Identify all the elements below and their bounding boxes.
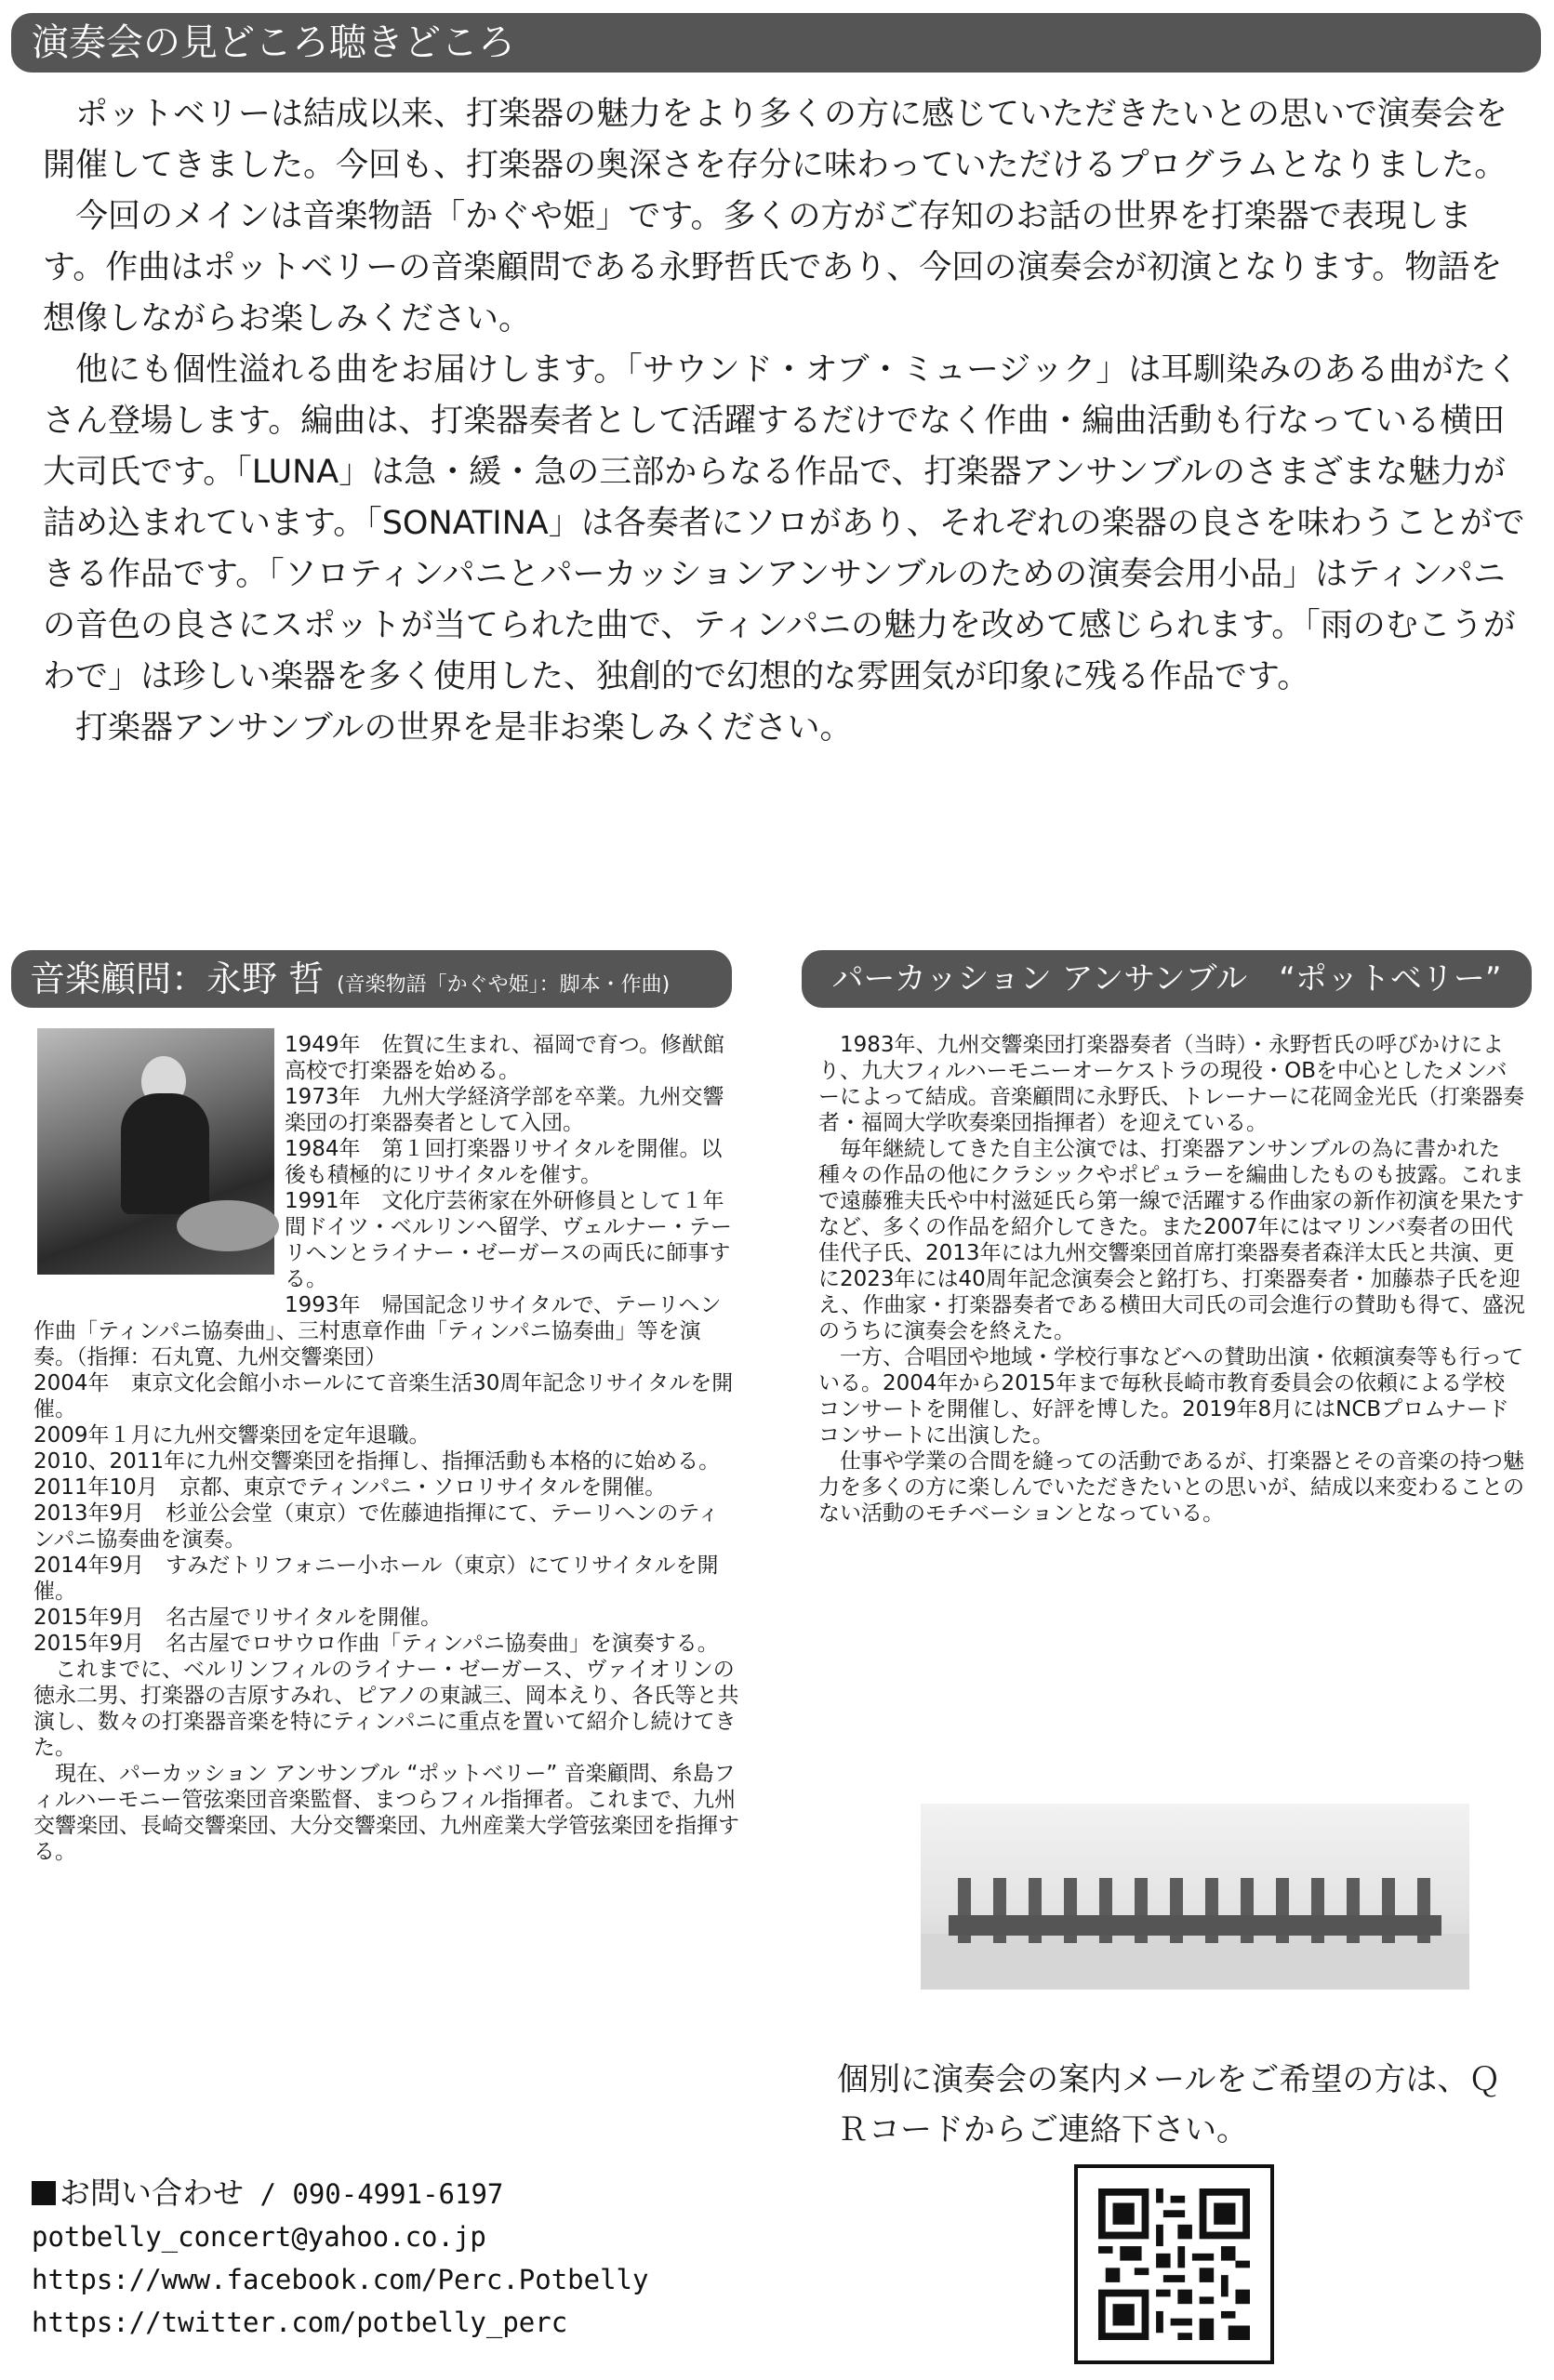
intro-paragraph: 打楽器アンサンブルの世界を是非お楽しみください。 [75,709,853,747]
ensemble-photo [921,1804,1469,1990]
advisor-heading [11,950,732,1008]
intro-paragraph: 今回のメインは音楽物語「かぐや姫」です。多くの方がご存知のお話の世界を打楽器で表現します。作曲はポットベリーの音楽顧問である永野哲氏であり、今回の演奏会が初演となります。物語を想像しながらお楽しみください。 [43,198,1503,337]
contact-label: お問い合わせ [60,2175,244,2211]
qr-code[interactable] [1074,2164,1274,2364]
bio-entry: 2009年１月に九州交響楽団を定年退職。 [33,1423,431,1448]
bio-paragraph: これまでに、ベルリンフィルのライナー・ゼーガース、ヴァイオリンの徳永二男、打楽器の吉原すみれ、ピアノの東誠三、岡本えり、各氏等と共演し、数々の打楽器音楽を特にティンパニに重点を置いて紹介し続けてきた。 [33,1658,739,1760]
bio-entry: 1973年 九州大学経済学部を卒業。九州交響楽団の打楽器奏者として入団。 [285,1085,724,1135]
intro-paragraph: ポットベリーは結成以来、打楽器の魅力をより多くの方に感じていただきたいとの思いで演奏会を開催してきました。今回も、打楽器の奥深さを存分に味わっていただけるプログラムとなりました。 [43,96,1508,184]
bio-entry: 2014年9月 すみだトリフォニー小ホール（東京）にてリサイタルを開催。 [33,1554,719,1604]
bio-entry: 1991年 文化庁芸術家在外研修員として１年間ドイツ・ベルリンへ留学、ヴェルナー・テーリヘンとライナー・ゼーガースの両氏に師事する。 [285,1189,732,1291]
ensemble-paragraph: 1983年、九州交響楽団打楽器奏者（当時）・永野哲氏の呼びかけにより、九大フィルハーモニーオーケストラの現役・OBを中心としたメンバーによって結成。音楽顧問に永野氏、トレーナーに花岡金光氏（打楽器奏者・福岡大学吹奏楽団指揮者）を迎えている。 [818,1033,1524,1135]
bio-entry: 2015年9月 名古屋でリサイタルを開催。 [33,1606,443,1630]
photo-instruments [949,1915,1441,1936]
bio-entry: 2011年10月 京都、東京でティンパニ・ソロリサイタルを開催。 [33,1475,667,1500]
advisor-heading-title: 音楽顧問：永野 哲 [30,959,325,999]
bio-entry: 1949年 佐賀に生まれ、福岡で育つ。修猷館高校で打楽器を始める。 [285,1033,724,1083]
ensemble-paragraph: 一方、合唱団や地域・学校行事などへの賛助出演・依頼演奏等も行っている。2004年から2015年まで毎秋長崎市教育委員会の依頼による学校コンサートを開催し、好評を博した。2019年8月にはNCBプロムナードコンサートに出演した。 [818,1345,1524,1448]
intro-paragraph: 他にも個性溢れる曲をお届けします。「サウンド・オブ・ミュージック」は耳馴染みのある曲がたくさん登場します。編曲は、打楽器奏者として活躍するだけでなく作曲・編曲活動も行なっている横田大司氏です。「LUNA」は急・緩・急の三部からなる作品で、打楽器アンサンブルのさまざまな魅力が詰め込まれています。「SONATINA」は各奏者にソロがあり、それぞれの楽器の良さを味わうことができる作品です。「ソロティンパニとパーカッションアンサンブルのための演奏会用小品」はティンパニの音色の良さにスポットが当てられた曲で、ティンパニの魅力を改めて感じられます。「雨のむこうがわで」は珍しい楽器を多く使用した、独創的で幻想的な雰囲気が印象に残る作品です。 [43,351,1525,695]
ensemble-text [818,1032,1525,1527]
contact-facebook-link[interactable]: https://www.facebook.com/Perc.Potbelly [32,2264,649,2295]
main-heading: 演奏会の見どころ聴きどころ [11,13,1541,73]
bio-entry: 1993年 帰国記念リサイタルで、テーリヘン作曲「ティンパニ協奏曲」、三村恵章作曲「ティンパニ協奏曲」等を演奏。（指揮：石丸寛、九州交響楽団） [33,1293,722,1369]
ensemble-paragraph: 毎年継続してきた自主公演では、打楽器アンサンブルの為に書かれた種々の作品の他にクラシックやポピュラーを編曲したものも披露。これまで遠藤雅夫氏や中村滋延氏ら第一線で活躍する作曲家の新作初演を果たすなど、多くの作品を紹介してきた。また2007年にはマリンバ奏者の田代佳代子氏、2013年には九州交響楽団首席打楽器奏者森洋太氏と共演、更に2023年には40周年記念演奏会と銘打ち、打楽器奏者・加藤恭子氏を迎え、作曲家・打楽器奏者である横田大司氏の司会進行の賛助も得て、盛況のうちに演奏会を終えた。 [818,1137,1525,1343]
intro-text [43,89,1531,754]
contact-phone[interactable]: / 090-4991-6197 [259,2178,504,2210]
bio-entry: 2010、2011年に九州交響楽団を指揮し、指揮活動も本格的に始める。 [33,1449,721,1474]
advisor-bio [33,1032,740,1865]
ensemble-paragraph: 仕事や学業の合間を縫っての活動であるが、打楽器とその音楽の持つ魅力を多くの方に楽しんでいただきたいとの思いが、結成以来変わることのない活動のモチベーションとなっている。 [818,1449,1524,1526]
contact-block [32,2172,648,2344]
contact-twitter-link[interactable]: https://twitter.com/potbelly_perc [32,2307,568,2338]
square-bullet-icon [32,2181,56,2205]
bio-entry: 2013年9月 杉並公会堂（東京）で佐藤迪指揮にて、テーリヘンのティンパニ協奏曲を演奏。 [33,1501,720,1552]
qr-code-icon [1098,2188,1250,2340]
contact-email[interactable]: potbelly_concert@yahoo.co.jp [32,2221,486,2253]
bio-entry: 1984年 第１回打楽器リサイタルを開催。以後も積極的にリサイタルを催す。 [285,1137,723,1187]
ensemble-heading: パーカッション アンサンブル “ポットベリー” [802,950,1532,1008]
bio-entry: 2004年 東京文化会館小ホールにて音楽生活30周年記念リサイタルを開催。 [33,1371,734,1421]
qr-note: 個別に演奏会の案内メールをご希望の方は、ＱＲコードからご連絡下さい。 [837,2061,1501,2149]
contact-line [32,2172,648,2215]
advisor-heading-sub: (音楽物語「かぐや姫」：脚本・作曲) [337,973,671,997]
bio-paragraph: 現在、パーカッション アンサンブル “ポットベリー” 音楽顧問、糸島フィルハーモニー管弦楽団音楽監督、まつらフィル指揮者。これまで、九州交響楽団、長崎交響楽団、大分交響楽団、九州産業大学管弦楽団を指揮する。 [33,1762,739,1864]
bio-entry: 2015年9月 名古屋でロサウロ作曲「ティンパニ協奏曲」を演奏する。 [33,1632,719,1656]
